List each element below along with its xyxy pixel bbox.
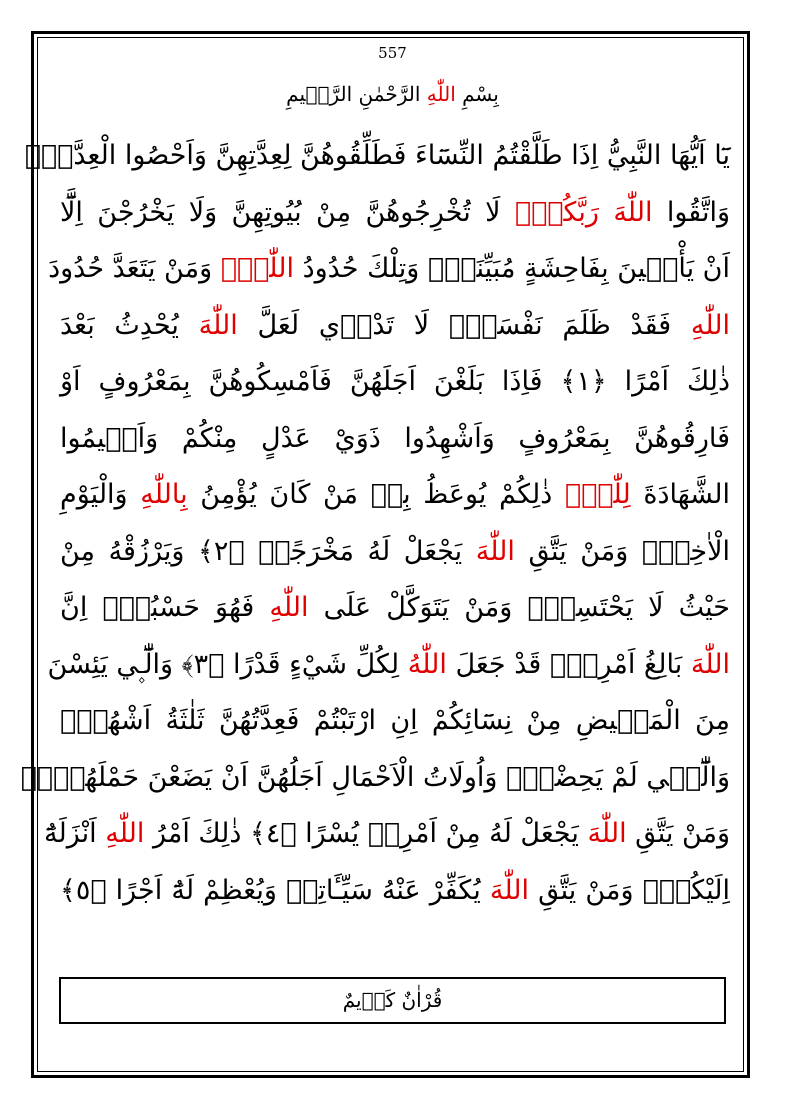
verse-text: ذٰلِكُمْ يُوعَظُ بِه۪ مَنْ كَانَ يُؤْمِنُ bbox=[187, 479, 565, 510]
verse-text: وَالّٰٓـ۪ي لَمْ يَحِضْنَۜ وَاُولَاتُ الْاَحْمَالِ اَجَلُهُنَّ اَنْ يَضَعْنَ حَمْلَهُنَّۜ bbox=[20, 761, 730, 793]
divine-name: اللّٰهَ bbox=[690, 648, 730, 680]
basmala bbox=[0, 82, 785, 106]
verse-line bbox=[20, 750, 730, 807]
verse-text: فَقَدْ ظَلَمَ نَفْسَهُۜ لَا تَدْر۪ي لَعَلَّ bbox=[237, 309, 691, 341]
verse-text: يَٓا اَيُّهَا النَّبِيُّ اِذَا طَلَّقْتُمُ النِّسَٓاءَ فَطَلِّقُوهُنَّ لِعِدَّتِهِنَّ وَاَحْصُوا الْعِدَّةَۚ bbox=[24, 140, 730, 171]
basmala-start: بِسْمِ bbox=[455, 82, 499, 106]
verse-text: فَهُوَ حَسْبُهُۜ اِنَّ bbox=[60, 592, 270, 623]
verse-text: بَالِغُ اَمْرِه۪ۜ قَدْ جَعَلَ bbox=[446, 648, 691, 680]
verse-line bbox=[24, 128, 730, 185]
verse-text: ذٰلِكَ اَمْرًا ﴿١﴾ فَاِذَا بَلَغْنَ اَجَلَهُنَّ فَاَمْسِكُوهُنَّ بِمَعْرُوفٍ اَوْ bbox=[60, 366, 730, 397]
divine-name: اللّٰهَ bbox=[489, 874, 530, 906]
verse-line bbox=[44, 806, 730, 863]
divine-name: اللّٰهِ bbox=[690, 309, 730, 341]
verse-text: لِكُلِّ شَيْءٍ قَدْرًا ﴿٣﴾ وَالّٰٓـ۪ي يَئِسْنَ bbox=[47, 648, 408, 680]
verse-line bbox=[60, 354, 730, 411]
verse-text: يُكَفِّرْ عَنْهُ سَيِّـَٔاتِه۪ وَيُعْظِمْ لَهُٓ اَجْرًا ﴿٥﴾ bbox=[60, 874, 490, 906]
verse-text: لَا تُخْرِجُوهُنَّ مِنْ بُيُوتِهِنَّ وَلَا يَخْرُجْنَ اِلَّٓا bbox=[60, 196, 515, 228]
verse-text: وَاتَّقُوا bbox=[652, 196, 731, 228]
verse-text: اَنْزَلَهُٓ bbox=[44, 818, 106, 849]
verse-text: يَجْعَلْ لَهُ مَخْرَجًاۙ ﴿٢﴾ وَيَرْزُقْهُ مِنْ bbox=[60, 535, 476, 567]
footer-title-box bbox=[59, 977, 726, 1024]
verse-text: فَارِقُوهُنَّ بِمَعْرُوفٍ وَاَشْهِدُوا ذَوَيْ عَدْلٍ مِنْكُمْ وَاَق۪يمُوا bbox=[60, 422, 730, 454]
basmala-end: الرَّحْمٰنِ الرَّح۪يمِ bbox=[286, 82, 427, 106]
verse-line bbox=[60, 185, 730, 242]
divine-name: اللّٰهَ bbox=[198, 309, 238, 341]
basmala-allah: اللّٰهِ bbox=[426, 82, 456, 106]
divine-name: اللّٰهَ رَبَّكُمْۚ bbox=[514, 196, 653, 228]
verse-line bbox=[47, 637, 730, 694]
verse-text: يَجْعَلْ لَهُ مِنْ اَمْرِه۪ يُسْرًا ﴿٤﴾ ذٰلِكَ اَمْرُ bbox=[144, 818, 588, 849]
verse-line bbox=[48, 241, 730, 298]
verse-text: وَمَنْ يَتَّقِ bbox=[626, 818, 730, 849]
divine-name: اللّٰهِ bbox=[105, 818, 145, 849]
verse-text: اَنْ يَأْت۪ينَ بِفَاحِشَةٍ مُبَيِّنَةٍۜ وَتِلْكَ حُدُودُ bbox=[293, 253, 730, 284]
footer-title: قُرْاٰنٌ كَر۪يمٌ bbox=[342, 988, 443, 1012]
verse-line bbox=[60, 580, 730, 637]
verse-text: الشَّهَادَةَ bbox=[630, 479, 731, 510]
verse-line bbox=[60, 863, 730, 920]
divine-name: لِلّٰهِۜ bbox=[564, 479, 631, 510]
divine-name: بِاللّٰهِ bbox=[140, 479, 188, 510]
verse-text: وَمَنْ يَتَعَدَّ حُدُودَ bbox=[48, 253, 221, 284]
divine-name: اللّٰهَ bbox=[475, 535, 515, 567]
divine-name: اللّٰهِ bbox=[269, 592, 309, 623]
verse-line bbox=[60, 467, 730, 524]
page-number: 557 bbox=[378, 44, 407, 62]
divine-name: اللّٰهَ bbox=[587, 818, 627, 849]
verse-line bbox=[60, 411, 730, 468]
verse-text: وَالْيَوْمِ bbox=[60, 479, 141, 510]
divine-name: اللّٰهِۜ bbox=[220, 253, 294, 284]
verse-text: مِنَ الْمَح۪يضِ مِنْ نِسَٓائِكُمْ اِنِ ارْتَبْتُمْ فَعِدَّتُهُنَّ ثَلٰثَةُ اَشْهُرٍۙ bbox=[60, 705, 730, 736]
verse-text: اِلَيْكُمْۜ وَمَنْ يَتَّقِ bbox=[529, 874, 730, 906]
verse-text: الْاٰخِرِۜ وَمَنْ يَتَّقِ bbox=[514, 535, 730, 567]
verse-line bbox=[60, 693, 730, 750]
verse-text: يُحْدِثُ بَعْدَ bbox=[60, 309, 199, 341]
verse-line bbox=[60, 524, 730, 581]
divine-name: اللّٰهُ bbox=[407, 648, 447, 680]
verse-text: حَيْثُ لَا يَحْتَسِبُۜ وَمَنْ يَتَوَكَّلْ عَلَى bbox=[308, 592, 730, 623]
verses-text bbox=[20, 128, 731, 919]
verse-line bbox=[60, 298, 730, 355]
